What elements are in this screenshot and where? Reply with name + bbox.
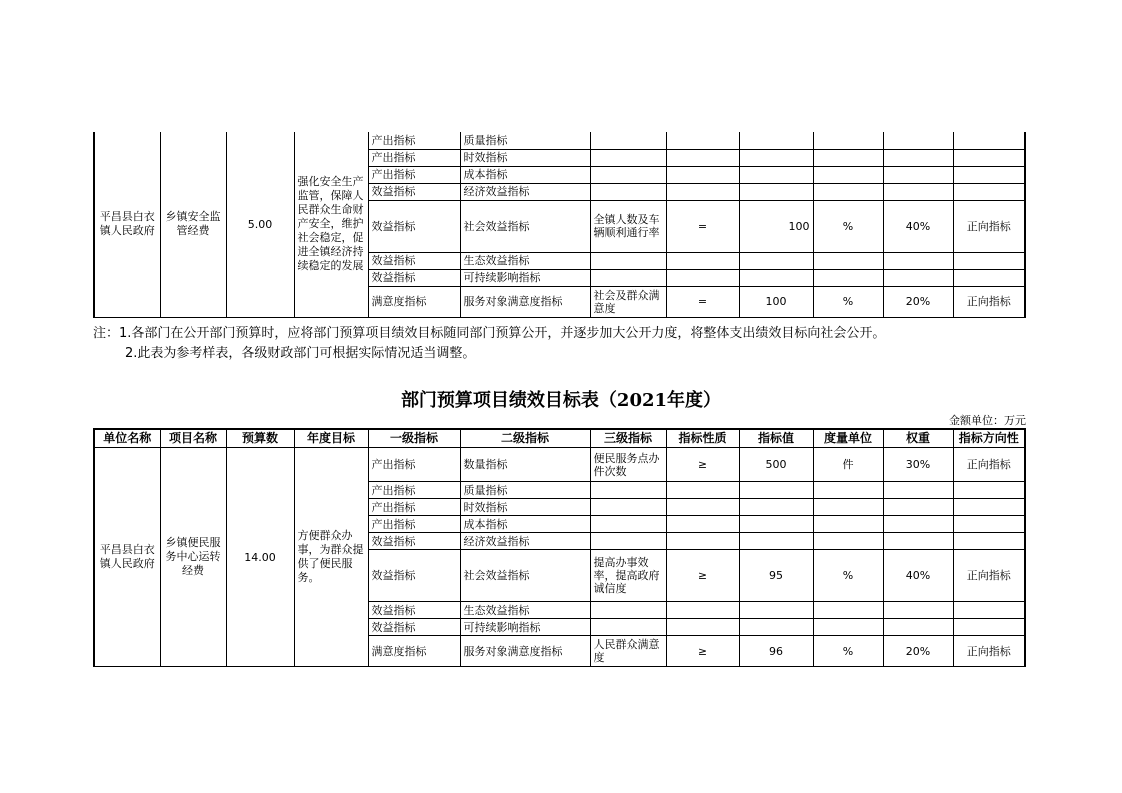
weight-cell: 40% <box>883 200 953 252</box>
indicator-nature-cell <box>666 533 739 550</box>
level2-indicator-cell: 数量指标 <box>460 448 590 482</box>
weight-cell <box>883 533 953 550</box>
indicator-nature-cell <box>666 252 739 269</box>
level1-indicator-cell: 产出指标 <box>368 482 460 499</box>
level1-indicator-cell: 效益指标 <box>368 269 460 286</box>
level2-indicator-cell: 可持续影响指标 <box>460 619 590 636</box>
level3-indicator-cell <box>590 252 666 269</box>
unit-name-cell: 平昌县白衣镇人民政府 <box>94 448 160 667</box>
indicator-value-cell <box>739 482 813 499</box>
level1-indicator-cell: 产出指标 <box>368 132 460 149</box>
weight-cell: 40% <box>883 550 953 602</box>
weight-cell <box>883 619 953 636</box>
measure-unit-cell <box>813 252 883 269</box>
indicator-value-cell <box>739 252 813 269</box>
note-line-1: 注：1.各部门在公开部门预算时，应将部门预算项目绩效目标随同部门预算公开，并逐步加大公开力度，将整体支出绩效目标向社会公开。 <box>93 326 886 341</box>
level1-indicator-cell: 效益指标 <box>368 550 460 602</box>
column-header: 一级指标 <box>368 429 460 448</box>
indicator-nature-cell <box>666 269 739 286</box>
level1-indicator-cell: 效益指标 <box>368 200 460 252</box>
indicator-nature-cell <box>666 482 739 499</box>
level2-indicator-cell: 成本指标 <box>460 166 590 183</box>
indicator-nature-cell: = <box>666 286 739 317</box>
measure-unit-cell: % <box>813 286 883 317</box>
measure-unit-cell <box>813 516 883 533</box>
indicator-nature-cell <box>666 602 739 619</box>
direction-cell <box>953 602 1025 619</box>
level2-indicator-cell: 服务对象满意度指标 <box>460 286 590 317</box>
level2-indicator-cell: 时效指标 <box>460 499 590 516</box>
column-header: 单位名称 <box>94 429 160 448</box>
level3-indicator-cell: 社会及群众满意度 <box>590 286 666 317</box>
direction-cell <box>953 269 1025 286</box>
direction-cell <box>953 533 1025 550</box>
indicator-nature-cell <box>666 183 739 200</box>
measure-unit-cell <box>813 132 883 149</box>
project-name-cell: 乡镇安全监管经费 <box>160 132 226 317</box>
budget-cell: 5.00 <box>226 132 294 317</box>
weight-cell <box>883 132 953 149</box>
direction-cell <box>953 516 1025 533</box>
column-header: 度量单位 <box>813 429 883 448</box>
indicator-value-cell <box>739 149 813 166</box>
level3-indicator-cell <box>590 516 666 533</box>
level2-indicator-cell: 服务对象满意度指标 <box>460 636 590 667</box>
level3-indicator-cell <box>590 166 666 183</box>
indicator-value-cell <box>739 166 813 183</box>
level1-indicator-cell: 产出指标 <box>368 149 460 166</box>
measure-unit-cell <box>813 619 883 636</box>
indicator-nature-cell <box>666 132 739 149</box>
amount-unit-label: 金额单位：万元 <box>949 414 1026 427</box>
direction-cell: 正向指标 <box>953 550 1025 602</box>
level3-indicator-cell <box>590 482 666 499</box>
direction-cell <box>953 482 1025 499</box>
measure-unit-cell <box>813 149 883 166</box>
level3-indicator-cell <box>590 183 666 200</box>
indicator-value-cell <box>739 602 813 619</box>
column-header: 指标方向性 <box>953 429 1025 448</box>
measure-unit-cell <box>813 482 883 499</box>
level2-indicator-cell: 生态效益指标 <box>460 602 590 619</box>
indicator-value-cell <box>739 499 813 516</box>
budget-cell: 14.00 <box>226 448 294 667</box>
indicator-value-cell <box>739 132 813 149</box>
column-header: 权重 <box>883 429 953 448</box>
annual-goal-cell: 强化安全生产监管，保障人民群众生命财产安全，维护社会稳定，促进全镇经济持续稳定的发展 <box>294 132 368 317</box>
column-header: 指标值 <box>739 429 813 448</box>
level2-indicator-cell: 经济效益指标 <box>460 533 590 550</box>
level1-indicator-cell: 满意度指标 <box>368 286 460 317</box>
column-header: 二级指标 <box>460 429 590 448</box>
level3-indicator-cell <box>590 619 666 636</box>
weight-cell <box>883 166 953 183</box>
indicator-value-cell: 500 <box>739 448 813 482</box>
direction-cell: 正向指标 <box>953 286 1025 317</box>
level2-indicator-cell: 经济效益指标 <box>460 183 590 200</box>
level1-indicator-cell: 效益指标 <box>368 183 460 200</box>
annual-goal-cell: 方便群众办事，为群众提供了便民服务。 <box>294 448 368 667</box>
unit-name-cell: 平昌县白衣镇人民政府 <box>94 132 160 317</box>
level2-indicator-cell: 可持续影响指标 <box>460 269 590 286</box>
direction-cell <box>953 149 1025 166</box>
indicator-nature-cell <box>666 619 739 636</box>
direction-cell <box>953 132 1025 149</box>
indicator-value-cell <box>739 619 813 636</box>
indicator-nature-cell: ≥ <box>666 550 739 602</box>
indicator-value-cell <box>739 183 813 200</box>
performance-table-2 <box>93 428 1026 667</box>
level3-indicator-cell <box>590 269 666 286</box>
weight-cell <box>883 482 953 499</box>
measure-unit-cell <box>813 533 883 550</box>
level1-indicator-cell: 产出指标 <box>368 499 460 516</box>
direction-cell <box>953 166 1025 183</box>
direction-cell <box>953 619 1025 636</box>
level1-indicator-cell: 产出指标 <box>368 448 460 482</box>
project-name-cell: 乡镇便民服务中心运转经费 <box>160 448 226 667</box>
level1-indicator-cell: 满意度指标 <box>368 636 460 667</box>
measure-unit-cell: % <box>813 200 883 252</box>
level1-indicator-cell: 效益指标 <box>368 533 460 550</box>
performance-table-1 <box>93 132 1026 318</box>
table-header-row <box>94 429 1025 448</box>
level2-indicator-cell: 社会效益指标 <box>460 200 590 252</box>
direction-cell: 正向指标 <box>953 200 1025 252</box>
measure-unit-cell <box>813 499 883 516</box>
direction-cell: 正向指标 <box>953 448 1025 482</box>
level1-indicator-cell: 效益指标 <box>368 602 460 619</box>
weight-cell <box>883 183 953 200</box>
direction-cell <box>953 183 1025 200</box>
weight-cell: 30% <box>883 448 953 482</box>
note-line-2: 2.此表为参考样表，各级财政部门可根据实际情况适当调整。 <box>125 346 476 361</box>
indicator-value-cell <box>739 269 813 286</box>
indicator-nature-cell: ≥ <box>666 636 739 667</box>
measure-unit-cell: 件 <box>813 448 883 482</box>
indicator-nature-cell <box>666 499 739 516</box>
level2-indicator-cell: 成本指标 <box>460 516 590 533</box>
indicator-nature-cell <box>666 516 739 533</box>
column-header: 预算数 <box>226 429 294 448</box>
level3-indicator-cell: 全镇人数及车辆顺利通行率 <box>590 200 666 252</box>
weight-cell: 20% <box>883 286 953 317</box>
column-header: 年度目标 <box>294 429 368 448</box>
level3-indicator-cell <box>590 149 666 166</box>
level2-indicator-cell: 质量指标 <box>460 132 590 149</box>
level2-indicator-cell: 社会效益指标 <box>460 550 590 602</box>
weight-cell: 20% <box>883 636 953 667</box>
direction-cell <box>953 499 1025 516</box>
indicator-value-cell <box>739 516 813 533</box>
direction-cell <box>953 252 1025 269</box>
level1-indicator-cell: 产出指标 <box>368 166 460 183</box>
indicator-nature-cell: = <box>666 200 739 252</box>
level2-indicator-cell: 生态效益指标 <box>460 252 590 269</box>
indicator-nature-cell: ≥ <box>666 448 739 482</box>
level3-indicator-cell <box>590 533 666 550</box>
measure-unit-cell <box>813 602 883 619</box>
table-row <box>94 132 1025 149</box>
level1-indicator-cell: 效益指标 <box>368 619 460 636</box>
table-row <box>94 448 1025 482</box>
column-header: 指标性质 <box>666 429 739 448</box>
weight-cell <box>883 516 953 533</box>
weight-cell <box>883 149 953 166</box>
page-title: 部门预算项目绩效目标表（2021年度） <box>400 390 722 411</box>
indicator-value-cell: 100 <box>739 286 813 317</box>
level1-indicator-cell: 效益指标 <box>368 252 460 269</box>
indicator-value-cell: 100 <box>739 200 813 252</box>
level3-indicator-cell: 提高办事效率，提高政府诚信度 <box>590 550 666 602</box>
indicator-value-cell: 95 <box>739 550 813 602</box>
weight-cell <box>883 269 953 286</box>
weight-cell <box>883 602 953 619</box>
measure-unit-cell: % <box>813 550 883 602</box>
measure-unit-cell <box>813 166 883 183</box>
indicator-nature-cell <box>666 149 739 166</box>
weight-cell <box>883 499 953 516</box>
direction-cell: 正向指标 <box>953 636 1025 667</box>
level3-indicator-cell <box>590 132 666 149</box>
level3-indicator-cell: 人民群众满意度 <box>590 636 666 667</box>
column-header: 项目名称 <box>160 429 226 448</box>
level3-indicator-cell <box>590 499 666 516</box>
level3-indicator-cell: 便民服务点办件次数 <box>590 448 666 482</box>
column-header: 三级指标 <box>590 429 666 448</box>
measure-unit-cell <box>813 183 883 200</box>
level3-indicator-cell <box>590 602 666 619</box>
weight-cell <box>883 252 953 269</box>
indicator-value-cell <box>739 533 813 550</box>
level2-indicator-cell: 质量指标 <box>460 482 590 499</box>
level1-indicator-cell: 产出指标 <box>368 516 460 533</box>
measure-unit-cell <box>813 269 883 286</box>
indicator-nature-cell <box>666 166 739 183</box>
measure-unit-cell: % <box>813 636 883 667</box>
indicator-value-cell: 96 <box>739 636 813 667</box>
level2-indicator-cell: 时效指标 <box>460 149 590 166</box>
